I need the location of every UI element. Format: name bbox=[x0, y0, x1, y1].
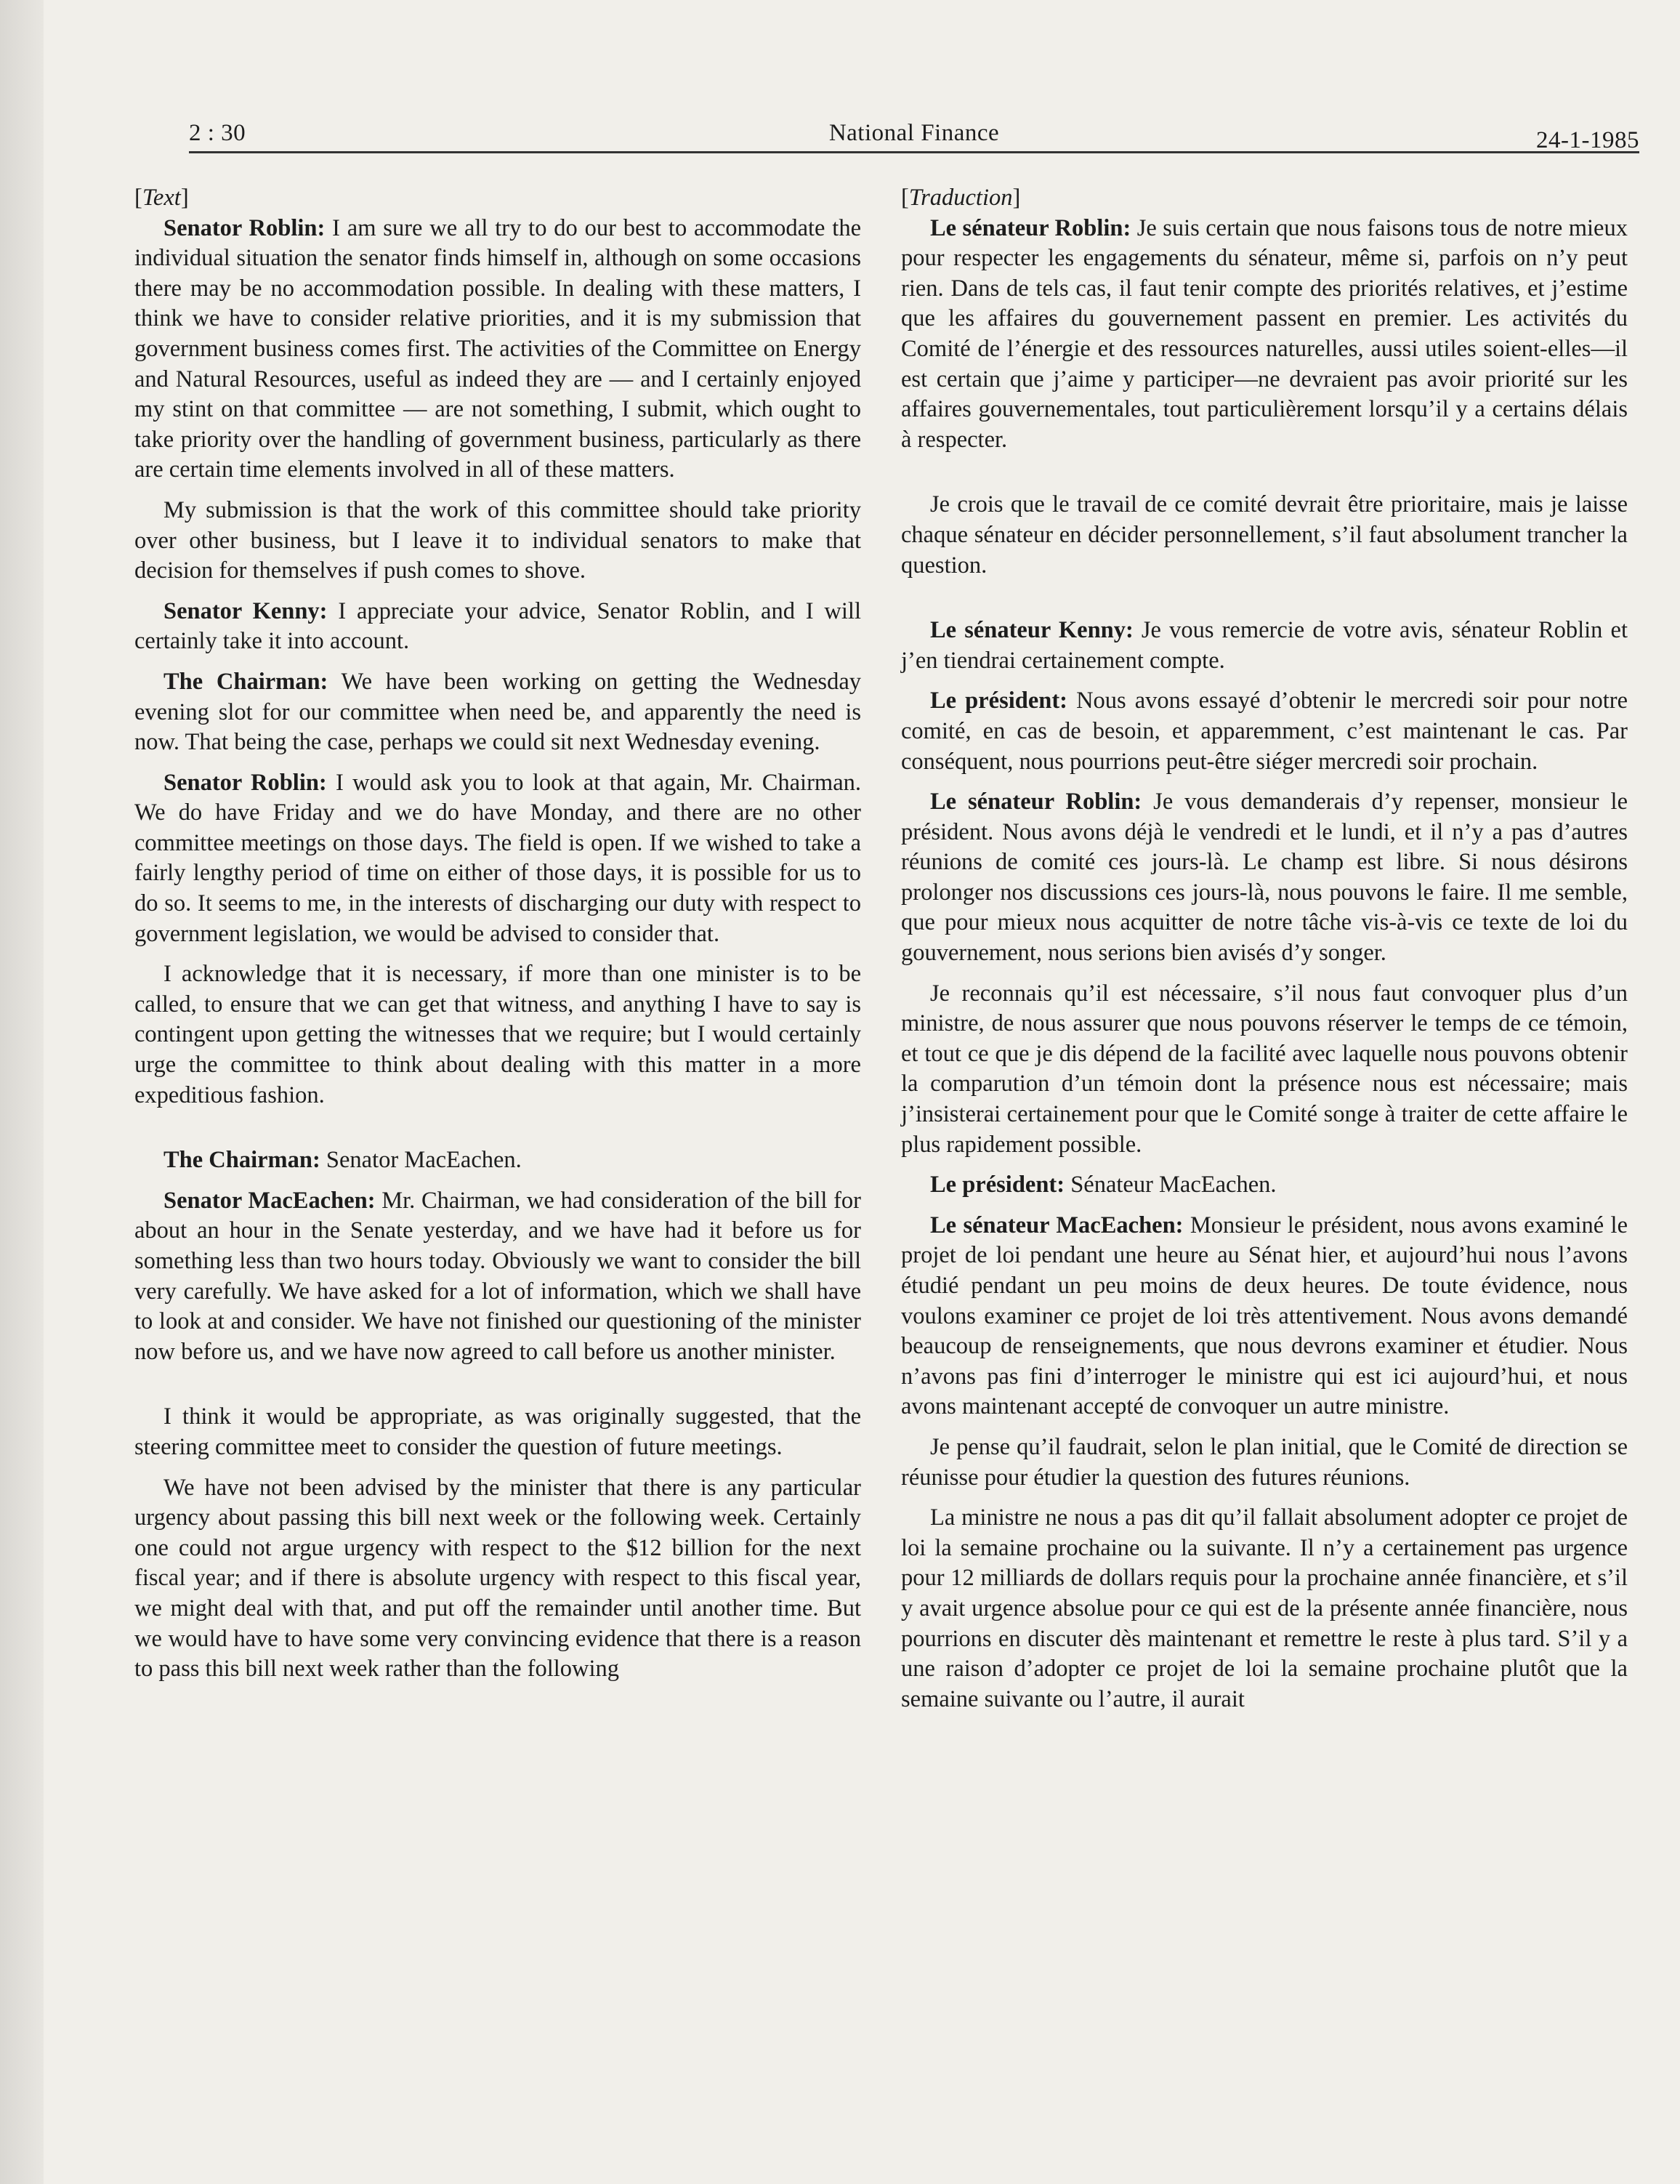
paragraph-text: We have been working on getting the Wednesday evening slot for our committee when need be, and apparently the need is now. That being the case, perhaps we could sit next Wednesday evening. bbox=[134, 668, 861, 756]
paragraph bbox=[901, 1433, 1628, 1493]
paragraph bbox=[134, 1186, 861, 1368]
paragraph-text: Monsieur le président, nous avons examiné le projet de loi pendant une heure au Sénat hier, et aujourd’hui nous l’avons étudié pendant un peu moins de deux heures. De toute évidence, nous voulons examiner ce projet de loi très attentivement. Nous avons demandé beaucoup de renseignements, que nous devrons examiner et étudier. Nous n’avons pas fini d’interroger le ministre qui est ici aujourd’hui, et nous avons maintenant accepté de convoquer un autre ministre. bbox=[901, 1212, 1628, 1420]
paragraph-text: Nous avons essayé d’obtenir le mercredi soir pour notre comité, en cas de besoin, et apparemment, c’est maintenant le cas. Par conséquent, nous pourrions peut-être siéger mercredi soir prochain. bbox=[901, 688, 1628, 775]
page-edge bbox=[0, 0, 44, 2184]
paragraph bbox=[901, 1170, 1628, 1201]
paragraph bbox=[134, 1402, 861, 1462]
paragraph-text: I am sure we all try to do our best to accommodate the individual situation the senator finds himself in, although on some occasions there may be no accommodation possible. In dealing with these matters, I think we have to consider relative priorities, and it is my submission that government business comes first. The activities of the Committee on Energy and Natural Resources, useful as indeed they are — and I certainly enjoyed my stint on that committee — are not something, I submit, which ought to take priority over the handling of government business, particularly as there are certain time elements involved in all of these matters. bbox=[134, 214, 861, 483]
speaker-name: Senator Kenny: bbox=[163, 597, 328, 624]
paragraph-text: My submission is that the work of this committee should take priority over other business, but I leave it to individual senators to make that decision for themselves if push comes to shove. bbox=[134, 496, 861, 584]
paragraph bbox=[901, 616, 1628, 676]
column-label: [Text] bbox=[134, 185, 189, 211]
paragraph-text: Je vous demanderais d’y repenser, monsieur le président. Nous avons déjà le vendredi et le lundi, et il n’y a pas d’autres réunions de comité ces jours-là. Le champ est libre. Si nous désirons prolonger nos discussions ces jours-là, nous pouvons le faire. Il me semble, que pour mieux nous acquitter de notre tâche vis-à-vis ce texte de loi du gouvernement, nous serions bien avisés d’y songer. bbox=[901, 789, 1628, 967]
speaker-name: Senator MacEachen: bbox=[163, 1187, 376, 1214]
english-column bbox=[134, 183, 861, 1695]
publication-title: National Finance bbox=[828, 120, 1000, 146]
paragraph-text: Mr. Chairman, we had consideration of the bill for about an hour in the Senate yesterday, and we have had it before us for something less than two hours today. Obviously we want to consider the bill very carefully. We have asked for a lot of information, which we shall have to look at and consider. We have not finished our questioning of the minister now before us, and we have now agreed to call before us another minister. bbox=[134, 1187, 861, 1365]
document-page bbox=[44, 0, 1680, 2184]
speaker-name: Senator Roblin: bbox=[163, 769, 327, 796]
paragraph-text: Senator MacEachen. bbox=[320, 1147, 522, 1174]
paragraph bbox=[901, 1211, 1628, 1422]
paragraph bbox=[134, 496, 861, 587]
paragraph bbox=[901, 686, 1628, 777]
speaker-name: Senator Roblin: bbox=[163, 214, 326, 241]
paragraph-text: Je reconnais qu’il est nécessaire, s’il nous faut convoquer plus d’un ministre, de nous assurer que nous pouvons réserver le temps de ce témoin, et tout ce que je dis dépend de la facilité avec laquelle nous pouvons obtenir la comparution d’un témoin dont la présence nous est nécessaire; mais j’insisterai certainement pour que le Comité songe à traiter de cette affaire le plus rapidement possible. bbox=[901, 980, 1628, 1158]
paragraph-text: Je suis certain que nous faisons tous de notre mieux pour respecter les engagements du sénateur, même si, parfois on n’y peut rien. Dans de tels cas, il faut tenir compte des priorités relatives, et j’estime que les affaires du gouvernement passent en premier. Les activités du Comité de l’énergie et des ressources naturelles, aussi utiles soient-elles—il est certain que j’aime y participer—ne devraient pas avoir priorité sur les affaires gouvernementales, tout particulièrement lorsqu’il y a certains délais à respecter. bbox=[901, 214, 1628, 453]
speaker-name: Le sénateur Kenny: bbox=[930, 617, 1134, 644]
paragraph bbox=[134, 667, 861, 758]
paragraph bbox=[901, 979, 1628, 1161]
paragraph-text: Je vous remercie de votre avis, sénateur Roblin et j’en tiendrai certainement compte. bbox=[901, 617, 1628, 674]
paragraph bbox=[134, 214, 861, 485]
paragraph-text: I would ask you to look at that again, Mr. Chairman. We do have Friday and we do have Monday, and there are no other committee meetings on those days. The field is open. If we wished to take a fairly lengthy period of time on either of those days, it is possible for us to do so. It seems to me, in the interests of discharging our duty with respect to government legislation, we would be advised to consider that. bbox=[134, 769, 861, 947]
speaker-name: The Chairman: bbox=[163, 668, 328, 695]
column-label: [Traduction] bbox=[901, 185, 1021, 211]
running-header bbox=[189, 108, 1639, 153]
header-date: 24-1-1985 bbox=[1536, 127, 1639, 153]
speaker-name: The Chairman: bbox=[163, 1147, 320, 1174]
paragraph bbox=[134, 768, 861, 950]
paragraph bbox=[901, 490, 1628, 581]
paragraph-text: I acknowledge that it is necessary, if more than one minister is to be called, to ensure that we can get that witness, and anything I have to say is contingent upon getting the witnesses that we require; but I would certainly urge the committee to think about dealing with this matter in a more expeditious fashion. bbox=[134, 961, 861, 1108]
paragraph-text: Je pense qu’il faudrait, selon le plan initial, que le Comité de direction se réunisse pour étudier la question des futures réunions. bbox=[901, 1433, 1628, 1491]
speaker-name: Le sénateur Roblin: bbox=[930, 214, 1131, 241]
speaker-name: Le sénateur Roblin: bbox=[930, 789, 1142, 815]
paragraph bbox=[134, 597, 861, 657]
paragraph-text: We have not been advised by the minister that there is any particular urgency about passing this bill next week or the following week. Certainly one could not argue urgency with respect to the $12 billion for the next fiscal year; and if there is absolute urgency with respect to this fiscal year, we might deal with that, and put off the remainder until another time. But we would have to have some very convincing evidence that there is a reason to pass this bill next week rather than the following bbox=[134, 1474, 861, 1683]
paragraph-text: Sénateur MacEachen. bbox=[1065, 1172, 1277, 1198]
paragraph bbox=[901, 1503, 1628, 1714]
paragraph-text: Je crois que le travail de ce comité devrait être prioritaire, mais je laisse chaque sénateur en décider personnellement, s’il faut absolument trancher la question. bbox=[901, 491, 1628, 579]
speaker-name: Le sénateur MacEachen: bbox=[930, 1212, 1184, 1238]
paragraph bbox=[901, 214, 1628, 456]
paragraph bbox=[901, 787, 1628, 969]
speaker-name: Le président: bbox=[930, 688, 1067, 714]
paragraph bbox=[134, 1473, 861, 1685]
paragraph-text: I think it would be appropriate, as was originally suggested, that the steering committee meet to consider the question of future meetings. bbox=[134, 1403, 861, 1460]
paragraph bbox=[134, 959, 861, 1111]
paragraph bbox=[134, 1145, 861, 1176]
paragraph-text: La ministre ne nous a pas dit qu’il fallait absolument adopter ce projet de loi la semaine prochaine ou la suivante. Il n’y a certainement pas urgence pour 12 milliards de dollars requis pour la prochaine année financière, et s’il y avait urgence absolue pour ce qui est de la présente année financière, nous pourrions en discuter dès maintenant et remettre le reste à plus tard. S’il y a une raison d’adopter ce projet de loi la semaine prochaine plutôt que la semaine suivante ou l’autre, il aurait bbox=[901, 1504, 1628, 1712]
page-number: 2 : 30 bbox=[189, 120, 246, 146]
speaker-name: Le président: bbox=[930, 1172, 1065, 1198]
french-column bbox=[901, 183, 1628, 1725]
paragraph-text: I appreciate your advice, Senator Roblin, and I will certainly take it into account. bbox=[134, 597, 861, 655]
